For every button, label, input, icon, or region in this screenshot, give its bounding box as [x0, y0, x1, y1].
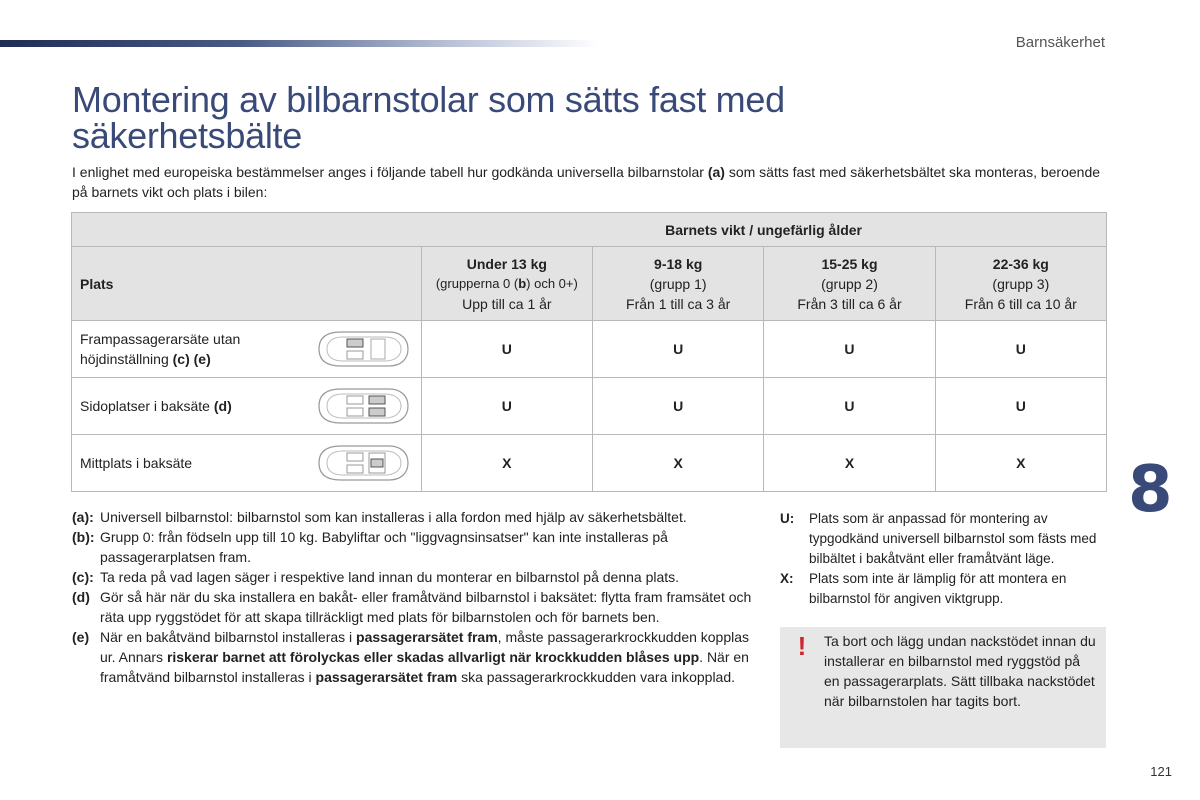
table-cell: U	[935, 321, 1106, 378]
column-weight: 22-36 kg	[992, 255, 1049, 272]
warning-box	[780, 627, 1106, 748]
table-cell: U	[593, 321, 764, 378]
footnote	[72, 567, 762, 587]
footnote	[72, 627, 762, 687]
column-header	[764, 247, 935, 321]
plats-header: Plats	[72, 247, 422, 321]
car-front-seat-icon	[313, 329, 411, 369]
table-cell: X	[935, 435, 1106, 492]
warning-text: Ta bort och lägg undan nackstödet innan du installerar en bilbarnstol med ryggstöd på en passagerarplats. Sätt tillbaka nackstödet när bilbarnstolen har tagits bort.	[824, 633, 1096, 709]
chapter-number: 8	[1128, 453, 1173, 527]
intro-bold: (a)	[707, 164, 725, 180]
row-label-cell	[72, 435, 422, 492]
footnote-key: (e)	[72, 629, 90, 645]
row-label-cell	[72, 378, 422, 435]
column-age: Från 6 till ca 10 år	[964, 295, 1077, 312]
row-label: Mittplats i baksäte	[80, 455, 193, 471]
table-row	[72, 435, 1107, 492]
table-blank-corner	[72, 213, 422, 247]
page-number: 121	[1150, 764, 1172, 779]
footnote	[72, 507, 762, 527]
footnotes	[72, 507, 762, 687]
row-label: Frampassagerarsäte utan höjdinställning (c) (e)	[80, 331, 241, 367]
table-cell: X	[764, 435, 935, 492]
legend-item	[780, 509, 1110, 569]
child-seat-table	[71, 212, 1107, 492]
header-accent-bar	[0, 40, 600, 47]
table-top-header: Barnets vikt / ungefärlig ålder	[421, 213, 1106, 247]
footnote-text: När en bakåtvänd bilbarnstol installeras i passagerarsätet fram, måste passagerarkrockkudden kopplas ur. Annars riskerar barnet att förolyckas eller skadas allvarligt när krockkudden blåses upp. När en framåtvänd bilbarnstol installeras i passagerarsätet fram ska passagerarkrockkudden vara inkopplad.	[100, 629, 750, 685]
page-title: Montering av bilbarnstolar som sätts fast med säkerhetsbälte	[72, 79, 785, 156]
table-cell: U	[935, 378, 1106, 435]
table-cell: U	[764, 378, 935, 435]
table-cell: U	[421, 378, 592, 435]
table-row	[72, 321, 1107, 378]
intro-paragraph	[72, 162, 1112, 202]
footnote-key: (b):	[72, 529, 95, 545]
legend-key: U:	[780, 511, 795, 526]
column-weight: 15-25 kg	[821, 255, 878, 272]
column-group: (grupp 3)	[992, 275, 1050, 292]
table-cell: X	[421, 435, 592, 492]
footnote	[72, 587, 762, 627]
legend-item	[780, 569, 1110, 609]
table-cell: X	[593, 435, 764, 492]
table-row	[72, 378, 1107, 435]
column-group: (grupp 2)	[821, 275, 878, 292]
column-group: (grupp 1)	[649, 275, 707, 292]
column-group: (grupperna 0 (b) och 0+)	[435, 275, 578, 291]
legend-text: Plats som inte är lämplig för att montera en bilbarnstol för angiven viktgrupp.	[809, 571, 1067, 606]
footnote-text: Universell bilbarnstol: bilbarnstol som kan installeras i alla fordon med hjälp av säkerhetsbältet.	[100, 509, 687, 525]
warning-icon: !	[797, 631, 807, 661]
table-cell: U	[421, 321, 592, 378]
column-header	[935, 247, 1106, 321]
legend	[780, 509, 1110, 609]
row-label-cell	[72, 321, 422, 378]
column-age: Upp till ca 1 år	[462, 295, 552, 312]
car-rear-middle-seat-icon	[313, 443, 411, 483]
car-rear-side-seats-icon	[313, 386, 411, 426]
footnote-key: (d)	[72, 589, 90, 605]
intro-text-cont: som sätts fast med säkerhetsbältet ska monteras, beroende på barnets vikt och plats i bilen:	[72, 164, 1101, 200]
footnote-text: Ta reda på vad lagen säger i respektive land innan du monterar en bilbarnstol på denna plats.	[100, 569, 680, 585]
intro-text: I enlighet med europeiska bestämmelser anges i följande tabell hur godkända universella bilbarnstolar	[72, 164, 708, 180]
column-weight: Under 13 kg	[466, 255, 547, 272]
section-label: Barnsäkerhet	[1015, 34, 1105, 51]
column-age: Från 1 till ca 3 år	[626, 295, 731, 312]
table-cell: U	[764, 321, 935, 378]
column-header	[593, 247, 764, 321]
column-weight: 9-18 kg	[654, 255, 703, 272]
footnote-text: Gör så här när du ska installera en bakåt- eller framåtvänd bilbarnstol i baksätet: flytta fram framsätet och räta upp ryggstödet för att skapa tillräckligt med plats för bilbarnstolen och för barnets ben.	[100, 589, 752, 625]
legend-key: X:	[780, 571, 794, 586]
footnote-key: (c):	[72, 569, 94, 585]
row-label: Sidoplatser i baksäte (d)	[80, 398, 232, 414]
legend-text: Plats som är anpassad för montering av typgodkänd universell bilbarnstol som fästs med bilbältet i bakåtvänt eller framåtvänt läge.	[809, 511, 1097, 566]
footnote	[72, 527, 762, 567]
column-age: Från 3 till ca 6 år	[797, 295, 902, 312]
table-cell: U	[593, 378, 764, 435]
footnote-key: (a):	[72, 509, 94, 525]
column-header	[421, 247, 592, 321]
footnote-text: Grupp 0: från födseln upp till 10 kg. Babyliftar och "liggvagnsinsatser" kan inte installeras på passagerarplatsen fram.	[100, 529, 668, 565]
